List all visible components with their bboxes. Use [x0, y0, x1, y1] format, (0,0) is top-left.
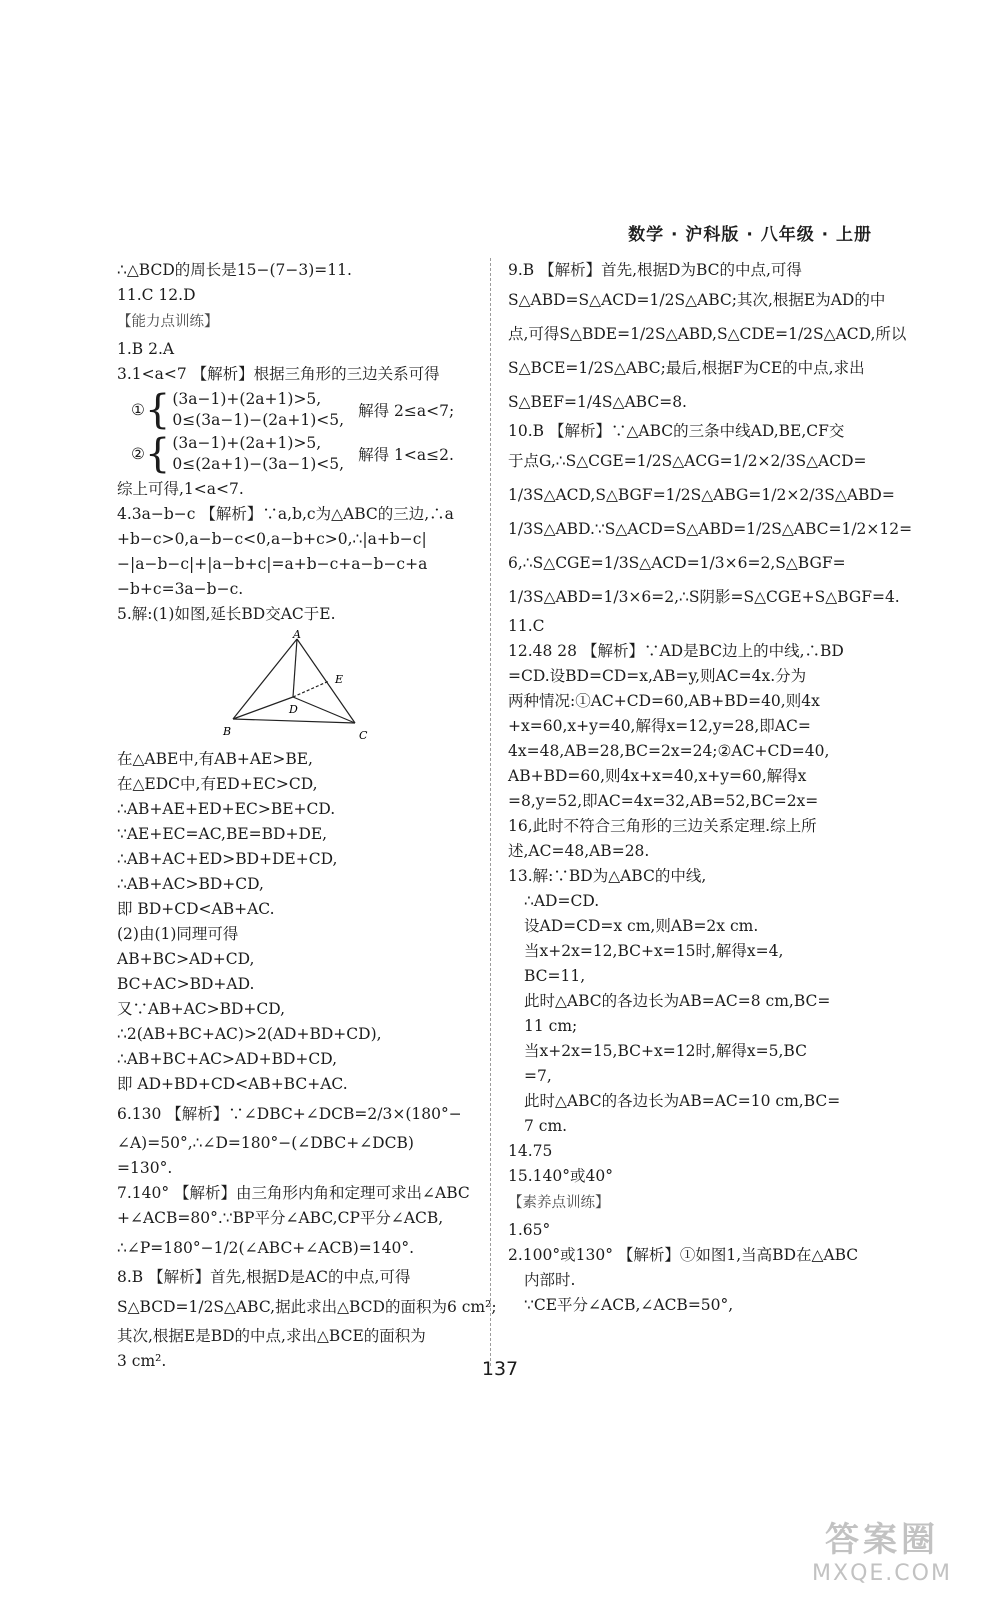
formula-line: 点,可得S△BDE=1/2S△ABD,S△CDE=1/2S△ACD,所以	[508, 325, 907, 343]
text-line: 11 cm;	[524, 1017, 578, 1035]
text-line: 7.140° 【解析】由三角形内角和定理可求出∠ABC	[117, 1184, 470, 1202]
text-line: −b+c=3a−b−c.	[117, 580, 244, 598]
text-line: 11.C 12.D	[117, 286, 196, 304]
text-line: (2)由(1)同理可得	[117, 925, 239, 943]
text-line: 8.B 【解析】首先,根据D是AC的中点,可得	[117, 1268, 411, 1286]
system-label: ②	[131, 445, 145, 463]
text-line: ∴AB+AC+ED>BD+DE+CD,	[117, 850, 338, 868]
formula-line: S△BCE=1/2S△ABC;最后,根据F为CE的中点,求出	[508, 359, 865, 377]
vertex-label-a: A	[293, 628, 301, 641]
text-line: 15.140°或40°	[508, 1167, 613, 1185]
formula-line: S△BCD=1/2S△ABC,据此求出△BCD的面积为6 cm²;	[117, 1298, 497, 1316]
text-line: 即 AD+BD+CD<AB+BC+AC.	[117, 1075, 348, 1093]
text-line: 内部时.	[524, 1271, 576, 1289]
page-header: 数学 · 沪科版 · 八年级 · 上册	[628, 225, 872, 245]
vertex-label-b: B	[223, 725, 232, 738]
formula-line: 6,∴S△CGE=1/3S△ACD=1/3×6=2,S△BGF=	[508, 554, 846, 572]
inequality-system	[131, 433, 479, 475]
brace-symbol: {	[144, 431, 171, 477]
text-line: 14.75	[508, 1142, 553, 1160]
text-line: ∴AB+AE+ED+EC>BE+CD.	[117, 800, 336, 818]
left-column	[117, 258, 497, 1374]
text-line: 5.解:(1)如图,延长BD交AC于E.	[117, 605, 336, 623]
text-line: 其次,根据E是BD的中点,求出△BCE的面积为	[117, 1327, 426, 1345]
text-line: 13.解:∵BD为△ABC的中线,	[508, 867, 707, 885]
system-line: (3a−1)+(2a+1)>5,	[172, 434, 322, 452]
text-line: 又∵AB+AC>BD+CD,	[117, 1000, 286, 1018]
text-line: ∴2(AB+BC+AC)>2(AD+BD+CD),	[117, 1025, 382, 1043]
formula-line: S△BEF=1/4S△ABC=8.	[508, 393, 687, 411]
text-line: 在△ABE中,有AB+AE>BE,	[117, 750, 313, 768]
text-line: AB+BC>AD+CD,	[117, 950, 255, 968]
formula-line: 于点G,∴S△CGE=1/2S△ACG=1/2×2/3S△ACD=	[508, 452, 867, 470]
text-line: ∴△BCD的周长是15−(7−3)=11.	[117, 261, 352, 279]
watermark-text: 答案圈	[825, 1520, 939, 1560]
text-line: 此时△ABC的各边长为AB=AC=8 cm,BC=	[524, 992, 831, 1010]
page-number: 137	[481, 1358, 519, 1380]
text-line: 两种情况:①AC+CD=60,AB+BD=40,则4x	[508, 692, 820, 710]
text-line: +b−c>0,a−b−c<0,a−b+c>0,∴|a+b−c|	[117, 530, 427, 548]
text-line: =130°.	[117, 1159, 173, 1177]
right-column	[508, 258, 913, 1318]
text-line: ∴AB+BC+AC>AD+BD+CD,	[117, 1050, 338, 1068]
formula-line: S△ABD=S△ACD=1/2S△ABC;其次,根据E为AD的中	[508, 291, 886, 309]
section-heading: 【能力点训练】	[117, 314, 219, 330]
text-line: 10.B 【解析】∵△ABC的三条中线AD,BE,CF交	[508, 422, 845, 440]
text-line: ∠A)=50°,∴∠D=180°−(∠DBC+∠DCB)	[117, 1134, 414, 1152]
text-line: 16,此时不符合三角形的三边关系定理.综上所	[508, 817, 817, 835]
system-lines	[172, 389, 344, 431]
text-line: 在△EDC中,有ED+EC>CD,	[117, 775, 318, 793]
text-line: 3.1<a<7 【解析】根据三角形的三边关系可得	[117, 365, 440, 383]
text-line: =7,	[524, 1067, 552, 1085]
system-line: (3a−1)+(2a+1)>5,	[172, 390, 322, 408]
text-line: 12.48 28 【解析】∵AD是BC边上的中线,∴BD	[508, 642, 844, 660]
column-divider	[490, 258, 491, 1366]
text-line: +∠ACB=80°.∵BP平分∠ABC,CP平分∠ACB,	[117, 1209, 444, 1227]
vertex-label-e: E	[335, 673, 344, 686]
formula-line: 1/3S△ABD.∵S△ACD=S△ABD=1/2S△ABC=1/2×12=	[508, 520, 913, 538]
text-line: AB+BD=60,则4x+x=40,x+y=60,解得x	[508, 767, 807, 785]
system-lines	[172, 433, 344, 475]
system-line: 0≤(3a−1)−(2a+1)<5,	[172, 411, 345, 429]
system-line: 0≤(2a+1)−(3a−1)<5,	[172, 455, 345, 473]
text-line: 此时△ABC的各边长为AB=AC=10 cm,BC=	[524, 1092, 841, 1110]
system-label: ①	[131, 401, 145, 419]
text-line: 11.C	[508, 617, 545, 635]
text-line: ∴AD=CD.	[524, 892, 600, 910]
text-line: +x=60,x+y=40,解得x=12,y=28,即AC=	[508, 717, 811, 735]
text-line: =CD.设BD=CD=x,AB=y,则AC=4x.分为	[508, 667, 807, 685]
system-result: 解得 1<a≤2.	[358, 446, 454, 464]
system-result: 解得 2≤a<7;	[358, 402, 455, 420]
watermark-url: MXQE.COM	[812, 1561, 952, 1586]
text-line: ∵CE平分∠ACB,∠ACB=50°,	[524, 1296, 734, 1314]
brace-symbol: {	[144, 387, 171, 433]
watermark-logo	[792, 1512, 972, 1586]
text-line: ∴AB+AC>BD+CD,	[117, 875, 264, 893]
formula-line: 1/3S△ABD=1/3×6=2,∴S阴影=S△CGE+S△BGF=4.	[508, 588, 900, 606]
text-line: 3 cm².	[117, 1352, 167, 1370]
formula-line: 1/3S△ACD,S△BGF=1/2S△ABG=1/2×2/3S△ABD=	[508, 486, 895, 504]
text-line: 当x+2x=15,BC+x=12时,解得x=5,BC	[524, 1042, 807, 1060]
text-line: BC=11,	[524, 967, 586, 985]
text-line: 述,AC=48,AB=28.	[508, 842, 650, 860]
segment-ad	[293, 639, 297, 697]
text-line: 9.B 【解析】首先,根据D为BC的中点,可得	[508, 261, 802, 279]
text-line: −|a−b−c|+|a−b+c|=a+b−c+a−b−c+a	[117, 555, 428, 573]
text-line: 2.100°或130° 【解析】①如图1,当高BD在△ABC	[508, 1246, 859, 1264]
triangle-figure	[223, 628, 375, 742]
section-heading: 【素养点训练】	[508, 1195, 610, 1211]
text-line: 即 BD+CD<AB+AC.	[117, 900, 275, 918]
text-line: 7 cm.	[524, 1117, 568, 1135]
segment-bc	[233, 719, 355, 723]
text-line: 4x=48,AB=28,BC=2x=24;②AC+CD=40,	[508, 742, 830, 760]
inequality-system	[131, 389, 479, 431]
segment-de	[293, 681, 329, 697]
text-line: 当x+2x=12,BC+x=15时,解得x=4,	[524, 942, 784, 960]
text-line: =8,y=52,即AC=4x=32,AB=52,BC=2x=	[508, 792, 819, 810]
formula-line: ∴∠P=180°−1/2(∠ABC+∠ACB)=140°.	[117, 1239, 415, 1257]
text-line: 1.65°	[508, 1221, 551, 1239]
text-line: 4.3a−b−c 【解析】∵a,b,c为△ABC的三边,∴a	[117, 505, 454, 523]
vertex-label-c: C	[359, 729, 368, 742]
formula-line: 6.130 【解析】∵∠DBC+∠DCB=2/3×(180°−	[117, 1105, 462, 1123]
text-line: BC+AC>BD+AD.	[117, 975, 255, 993]
text-line: 设AD=CD=x cm,则AB=2x cm.	[524, 917, 759, 935]
text-line: 1.B 2.A	[117, 340, 175, 358]
text-line: 综上可得,1<a<7.	[117, 480, 244, 498]
text-line: ∵AE+EC=AC,BE=BD+DE,	[117, 825, 328, 843]
vertex-label-d: D	[289, 703, 298, 716]
